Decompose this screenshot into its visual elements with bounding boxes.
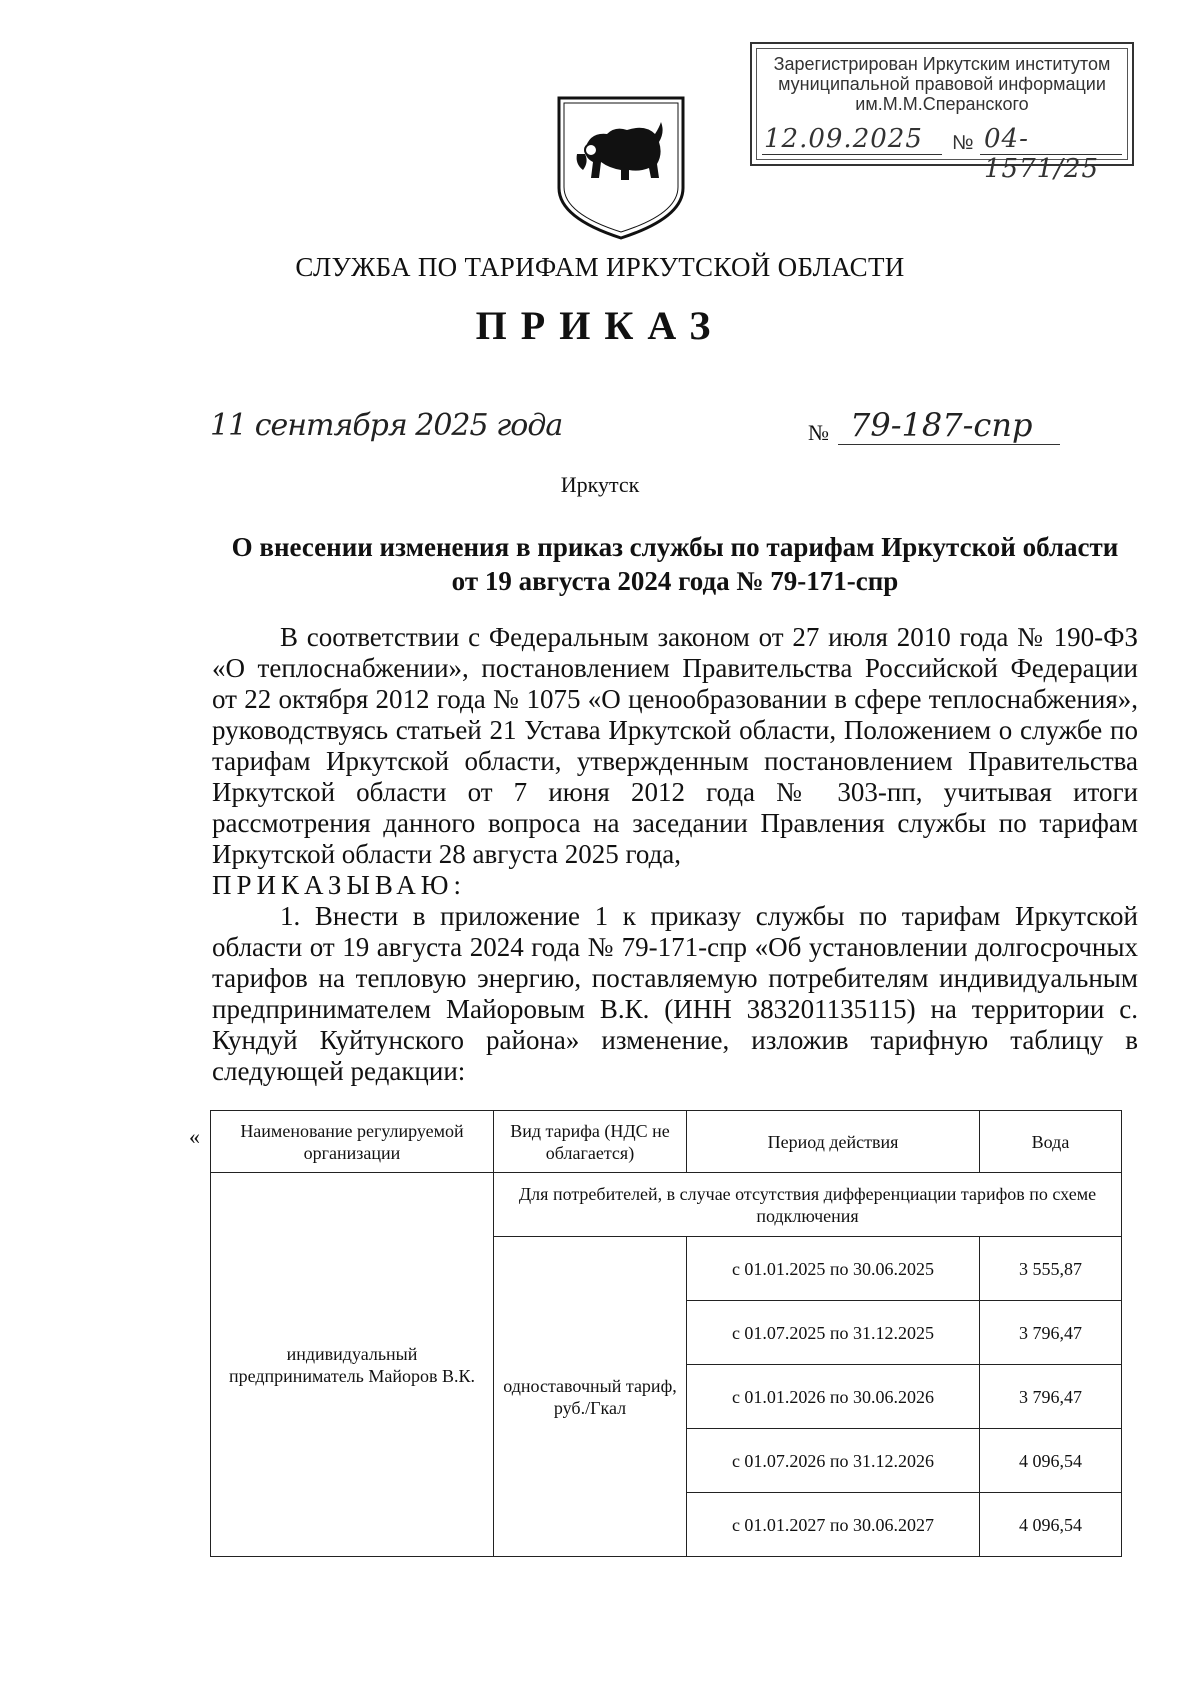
tariff-kind-cell: одноставочный тариф, руб./Гкал [494,1237,687,1557]
document-body [212,622,1138,1087]
handwritten-date: 11 сентября 2025 года [210,408,563,443]
organization-cell: индивидуальный предприниматель Майоров В.К. [211,1173,494,1557]
header-tariff-type: Вид тарифа (НДС не облагается) [494,1111,687,1173]
period-cell: с 01.01.2025 по 30.06.2025 [687,1237,980,1301]
handwritten-number: 79-187-спр [850,406,1033,444]
value-cell: 4 096,54 [980,1493,1122,1557]
document-title [210,530,1140,598]
table-row [211,1173,1122,1237]
agency-name: СЛУЖБА ПО ТАРИФАМ ИРКУТСКОЙ ОБЛАСТИ [295,252,905,282]
period-cell: с 01.01.2026 по 30.06.2026 [687,1365,980,1429]
stamp-line-2: муниципальной правовой информации [778,74,1106,94]
value-cell: 3 796,47 [980,1365,1122,1429]
value-cell: 3 796,47 [980,1301,1122,1365]
preamble-paragraph: В соответствии с Федеральным законом от 27 июля 2010 года № 190-ФЗ «О теплоснабжении», постановлением Правительства Российской Федерации от 22 октября 2012 года № 1075 «О ценообразовании в сфере теплоснабжения», руководствуясь статьей 21 Устава Иркутской области, Положением о службе по тарифам Иркутской области, утвержденным постановлением Правительства Иркутской области от 7 июня 2012 года № 303-пп, учитывая итоги рассмотрения данного вопроса на заседании Правления службы по тарифам Иркутской области 28 августа 2025 года, [212,622,1138,869]
stamp-line-1: Зарегистрирован Иркутским институтом [773,54,1111,74]
header-period: Период действия [687,1111,980,1173]
city: Иркутск [560,472,640,497]
header-org: Наименование регулируемой организации [211,1111,494,1173]
number-underline [838,444,1060,445]
period-cell: с 01.01.2027 по 30.06.2027 [687,1493,980,1557]
stamp-date: 12.09.2025 [764,124,923,154]
number-label: № [808,420,829,445]
period-cell: с 01.07.2026 по 31.12.2026 [687,1429,980,1493]
document-type: ПРИКАЗ [475,303,725,348]
title-line-2: от 19 августа 2024 года № 79-171-спр [451,566,899,596]
value-cell: 4 096,54 [980,1429,1122,1493]
order-item-1: 1. Внести в приложение 1 к приказу службы по тарифам Иркутской области от 19 августа 2024 года № 79-171-спр «Об установлении долгосрочных тарифов на тепловую энергию, поставляемую потребителям индивидуальным предпринимателем Майоровым В.К. (ИНН 383201135115) на территории с. Кундуй Куйтунского района» изменение, изложив тарифную таблицу в следующей редакции: [212,901,1138,1086]
tariff-table [210,1110,1122,1557]
period-cell: с 01.07.2025 по 31.12.2025 [687,1301,980,1365]
consumers-row: Для потребителей, в случае отсутствия дифференциации тарифов по схеме подключения [494,1173,1122,1237]
header-water: Вода [980,1111,1122,1173]
orders-word: ПРИКАЗЫВАЮ: [212,870,466,900]
table-header-row [211,1111,1122,1173]
stamp-number-label: № [952,132,975,154]
stamp-number: 04-1571/25 [984,124,1100,184]
registration-stamp [750,42,1134,184]
title-line-1: О внесении изменения в приказ службы по тарифам Иркутской области [231,532,1119,562]
opening-quote: « [189,1124,200,1149]
value-cell: 3 555,87 [980,1237,1122,1301]
coat-of-arms [555,92,687,242]
stamp-line-3: им.М.М.Сперанского [855,94,1029,114]
